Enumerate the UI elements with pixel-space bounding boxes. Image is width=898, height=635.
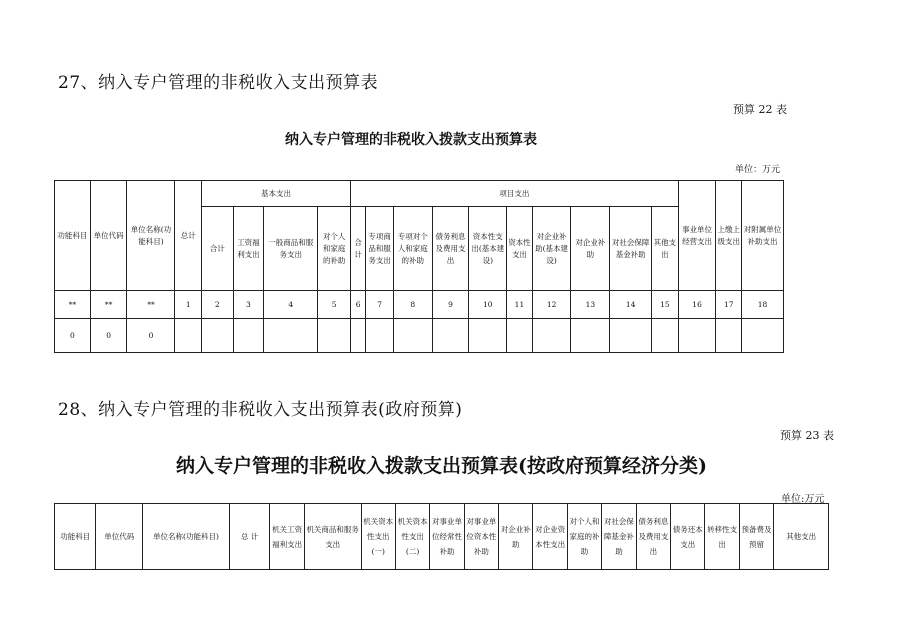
header-cell-9: 对事业单位资本性补助: [464, 504, 498, 570]
data-cell: [507, 319, 533, 353]
index-cell: 1: [175, 291, 202, 319]
index-cell: **: [55, 291, 91, 319]
index-cell: 15: [652, 291, 679, 319]
header-basic-2: 一般商品和服务支出: [264, 207, 318, 291]
header-project-4: 资本性支出(基本建设): [469, 207, 507, 291]
header-basic-group: 基本支出: [201, 181, 350, 207]
data-cell: [678, 319, 716, 353]
data-cell: 0: [55, 319, 91, 353]
header-total: 总计: [175, 181, 202, 291]
header-cell-4: 机关工资福利支出: [270, 504, 304, 570]
header-cell-6: 机关资本性支出(一): [361, 504, 395, 570]
header-unit-name: 单位名称(功能科目): [127, 181, 175, 291]
index-cell: 9: [432, 291, 469, 319]
header-inst-op: 事业单位经营支出: [678, 181, 716, 291]
table-number-22: 预算 22 表: [733, 103, 787, 116]
header-cell-18: 其他支出: [774, 504, 829, 570]
data-cell: [469, 319, 507, 353]
header-project-7: 对企业补助: [571, 207, 610, 291]
table-23: [54, 503, 829, 570]
index-cell: 11: [507, 291, 533, 319]
header-project-5: 资本性支出: [507, 207, 533, 291]
header-project-group: 项目支出: [351, 181, 679, 207]
data-row: [55, 319, 784, 353]
index-cell: 14: [610, 291, 652, 319]
header-basic-0: 合计: [201, 207, 233, 291]
data-cell: [201, 319, 233, 353]
data-cell: [571, 319, 610, 353]
header-unit-code: 单位代码: [90, 181, 127, 291]
header-cell-10: 对企业补助: [499, 504, 533, 570]
header-func-subject: 功能科目: [55, 181, 91, 291]
data-cell: [716, 319, 742, 353]
data-cell: [175, 319, 202, 353]
header-cell-5: 机关商品和服务支出: [304, 504, 361, 570]
data-cell: [393, 319, 432, 353]
header-project-6: 对企业补助(基本建设): [532, 207, 571, 291]
index-cell: **: [127, 291, 175, 319]
index-cell: 7: [366, 291, 394, 319]
table-number-23: 预算 23 表: [780, 429, 834, 442]
data-cell: [532, 319, 571, 353]
data-cell: 0: [127, 319, 175, 353]
header-project-2: 专项对个人和家庭的补助: [393, 207, 432, 291]
header-upper-pay: 上缴上级支出: [716, 181, 742, 291]
header-cell-3: 总 计: [230, 504, 270, 570]
section-27-heading: 27、纳入专户管理的非税收入支出预算表: [58, 73, 379, 93]
header-project-8: 对社会保障基金补助: [610, 207, 652, 291]
index-cell: 6: [351, 291, 366, 319]
header-project-3: 债务利息及费用支出: [432, 207, 469, 291]
data-cell: [432, 319, 469, 353]
header-basic-1: 工资福利支出: [233, 207, 264, 291]
index-cell: 13: [571, 291, 610, 319]
table-22-title: 纳入专户管理的非税收入拨款支出预算表: [285, 132, 537, 148]
index-cell: 2: [201, 291, 233, 319]
header-project-0: 合计: [351, 207, 366, 291]
index-cell: 4: [264, 291, 318, 319]
index-cell: 17: [716, 291, 742, 319]
index-cell: **: [90, 291, 127, 319]
header-cell-11: 对企业资本性支出: [533, 504, 567, 570]
header-cell-0: 功能科目: [55, 504, 96, 570]
header-cell-16: 转移性支出: [705, 504, 739, 570]
header-cell-17: 预备费及预留: [739, 504, 773, 570]
data-cell: [366, 319, 394, 353]
index-cell: 16: [678, 291, 716, 319]
data-cell: 0: [90, 319, 127, 353]
index-cell: 10: [469, 291, 507, 319]
index-row: [55, 291, 784, 319]
table-23-unit: 单位:万元: [781, 494, 825, 505]
header-project-1: 专项商品和服务支出: [366, 207, 394, 291]
table-23-title: 纳入专户管理的非税收入拨款支出预算表(按政府预算经济分类): [176, 455, 707, 477]
header-cell-7: 机关资本性支出(二): [395, 504, 429, 570]
header-basic-3: 对个人和家庭的补助: [318, 207, 351, 291]
header-cell-12: 对个人和家庭的补助: [567, 504, 601, 570]
index-cell: 3: [233, 291, 264, 319]
index-cell: 18: [741, 291, 783, 319]
header-row: [55, 504, 829, 570]
data-cell: [318, 319, 351, 353]
header-cell-13: 对社会保障基金补助: [602, 504, 636, 570]
data-cell: [351, 319, 366, 353]
header-cell-1: 单位代码: [96, 504, 143, 570]
header-cell-2: 单位名称(功能科目): [143, 504, 230, 570]
index-cell: 8: [393, 291, 432, 319]
header-cell-14: 债务利息及费用支出: [636, 504, 670, 570]
data-cell: [610, 319, 652, 353]
data-cell: [652, 319, 679, 353]
index-cell: 5: [318, 291, 351, 319]
data-cell: [264, 319, 318, 353]
section-28-heading: 28、纳入专户管理的非税收入支出预算表(政府预算): [58, 400, 463, 420]
index-cell: 12: [532, 291, 571, 319]
data-cell: [741, 319, 783, 353]
header-project-9: 其他支出: [652, 207, 679, 291]
header-cell-8: 对事业单位经常性补助: [430, 504, 464, 570]
header-cell-15: 债务还本支出: [671, 504, 705, 570]
data-cell: [233, 319, 264, 353]
table-22-unit: 单位：万元: [735, 165, 781, 175]
table-22: [54, 180, 784, 353]
header-subsidiary: 对附属单位补助支出: [741, 181, 783, 291]
